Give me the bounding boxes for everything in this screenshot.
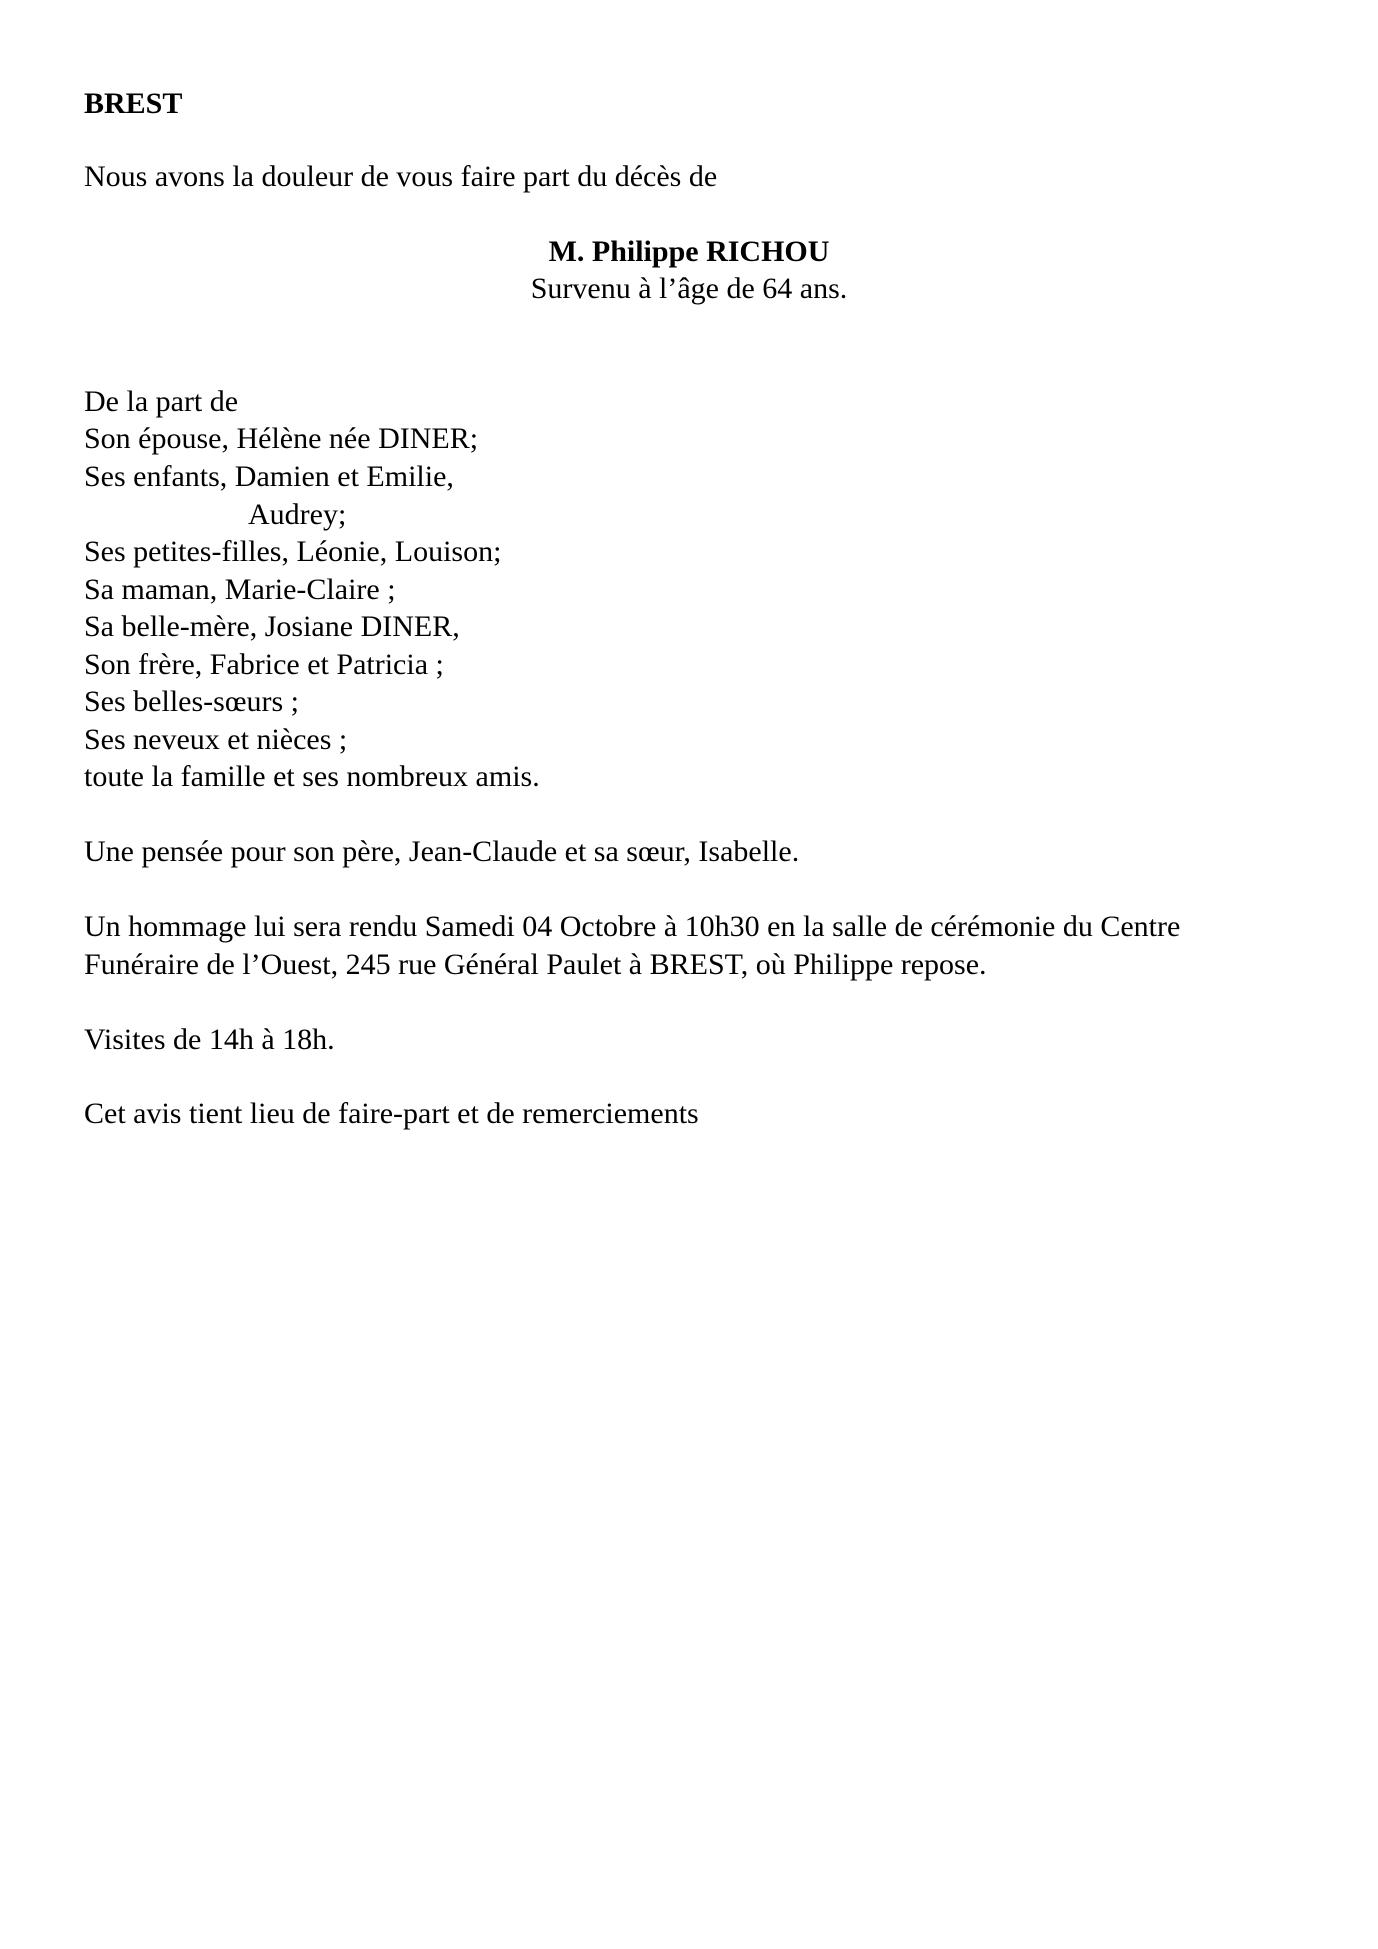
family-line: Ses belles-sœurs ; <box>84 685 299 718</box>
ceremony-line-2: Funéraire de l’Ouest, 245 rue Général Paulet à BREST, où Philippe repose. <box>84 948 987 981</box>
deceased-name: M. Philippe RICHOU <box>548 235 830 268</box>
family-header: De la part de <box>84 385 239 418</box>
family-line: Son frère, Fabrice et Patricia ; <box>84 648 444 681</box>
city-heading: BREST <box>84 87 183 120</box>
family-line: Sa maman, Marie-Claire ; <box>84 573 396 606</box>
family-line: Sa belle-mère, Josiane DINER, <box>84 610 460 643</box>
family-line: Ses petites-filles, Léonie, Louison; <box>84 535 502 568</box>
thought-text: Une pensée pour son père, Jean-Claude et sa sœur, Isabelle. <box>84 835 800 868</box>
visits-text: Visites de 14h à 18h. <box>84 1023 335 1056</box>
family-line: Ses neveux et nièces ; <box>84 723 348 756</box>
closing-text: Cet avis tient lieu de faire-part et de remerciements <box>84 1097 699 1130</box>
deceased-age: Survenu à l’âge de 64 ans. <box>530 272 848 305</box>
family-line: toute la famille et ses nombreux amis. <box>84 760 540 793</box>
intro-text: Nous avons la douleur de vous faire part du décès de <box>84 160 718 193</box>
ceremony-line-1: Un hommage lui sera rendu Samedi 04 Octobre à 10h30 en la salle de cérémonie du Centre <box>84 910 1181 943</box>
family-line: Ses enfants, Damien et Emilie, <box>84 460 454 493</box>
family-line: Audrey; <box>248 498 347 531</box>
family-line: Son épouse, Hélène née DINER; <box>84 422 479 455</box>
